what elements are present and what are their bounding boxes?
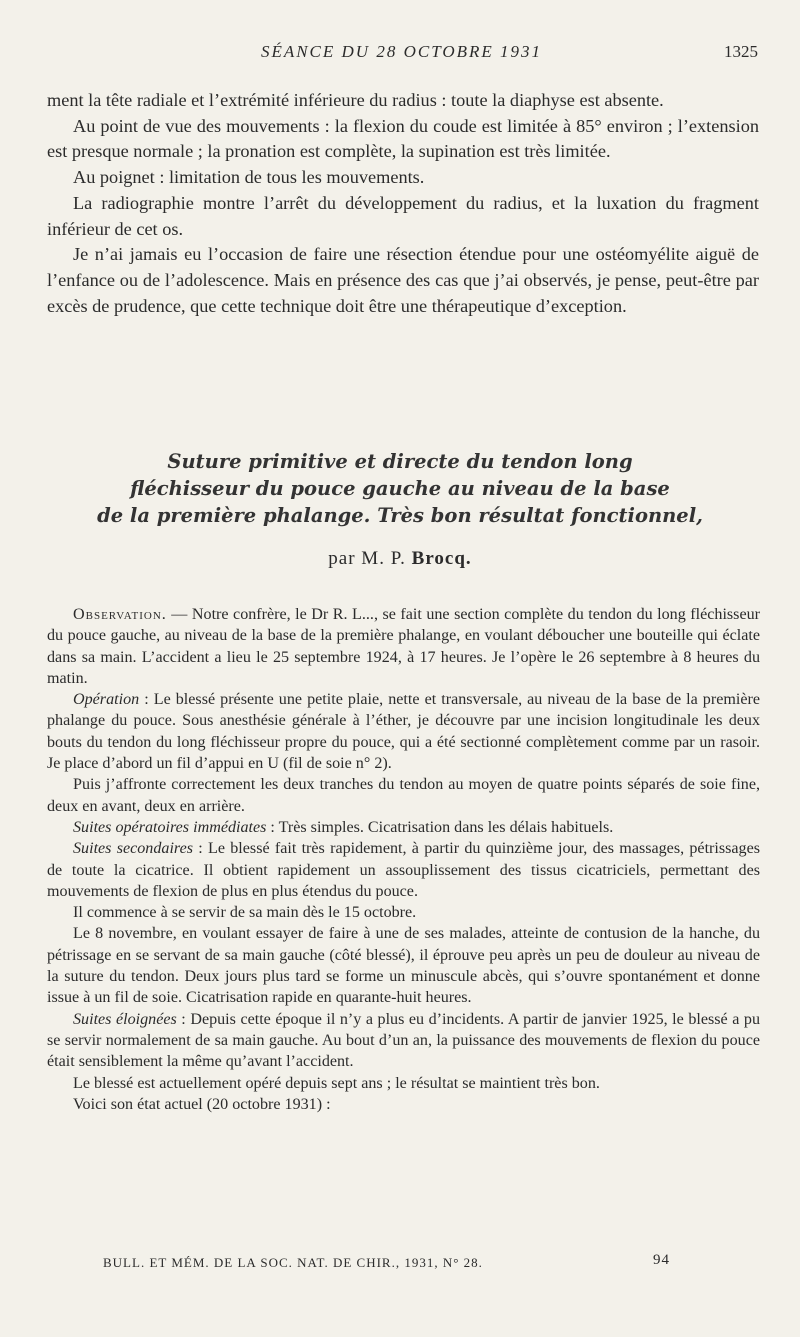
paragraph-text: : Le blessé présente une petite plaie, nette et transversale, au niveau de la base de la première phalange du pouce. Sous anesthésie générale à l’éther, je découvre par une incision longitudinale les deux bouts du tendon du long fléchisseur propre du pouce, qui a été sectionné complètement comme par un rasoir. Je place d’abord un fil d’appui en U (fil de soie n° 2). [47,691,760,773]
paragraph: Le 8 novembre, en voulant essayer de faire à une de ses malades, atteinte de contusion de la hanche, du pétrissage en se servant de sa main gauche (côté blessé), il éprouve peu après un peu de douleur au niveau de la suture du tendon. Deux jours plus tard se forme un minuscule abcès, qui s’ouvre spontanément et donne issue à un fil de soie. Cicatrisation rapide en quarante-huit heures. [47,925,760,1007]
journal-reference: BULL. ET MÉM. DE LA SOC. NAT. DE CHIR., 1931, N° 28. [103,1255,483,1270]
paragraph [47,689,760,774]
article-title-line: Suture primitive et directe du tendon long [167,450,633,473]
section-label: Opération [73,691,140,709]
section-label: Suites opératoires immédiates [73,818,267,836]
paragraph: Voici son état actuel (20 octobre 1931) : [73,1095,331,1113]
paragraph [47,838,760,902]
paragraph: Le blessé est actuellement opéré depuis sept ans ; le résultat se maintient très bon. [73,1074,600,1092]
running-header [45,42,758,66]
article-title-line: fléchisseur du pouce gauche au niveau de la base [130,477,670,500]
section-label: Suites éloignées [73,1010,177,1028]
section-label: Suites secondaires [73,840,193,858]
article-author [50,548,750,570]
paragraph [47,1009,760,1073]
paragraph: Au poignet : limitation de tous les mouvements. [73,167,425,188]
running-title: SÉANCE DU 28 OCTOBRE 1931 [260,42,543,61]
previous-article-text [47,88,759,319]
paragraph: Au point de vue des mouvements : la flexion du coude est limitée à 85° environ ; l’extension est presque normale ; la pronation est complète, la supination est très limitée. [47,115,759,162]
observation-label: Observation. [73,606,167,623]
paragraph-text: — Notre confrère, le Dr R. L..., se fait une section complète du tendon du long fléchisseur du pouce gauche, au niveau de la base de la première phalange, en voulant déboucher une bouteille qui éclate dans sa main. L’accident a lieu le 25 septembre 1924, à 17 heures. Je l’opère le 26 septembre à 8 heures du matin. [47,606,760,687]
paragraph-text: : Depuis cette époque il n’y a plus eu d’incidents. A partir de janvier 1925, le blessé a pu se servir normalement de sa main gauche. Au bout d’un an, la puissance des mouvements de flexion du pouce était sensiblement la même qu’avant l’accident. [47,1010,760,1071]
paragraph-text: : Très simples. Cicatrisation dans les délais habituels. [266,818,614,836]
article-title-line: de la première phalange. Très bon résultat fonctionnel, [97,504,703,527]
author-prefix: par M. P. [328,548,412,569]
paragraph: ment la tête radiale et l’extrémité inférieure du radius : toute la diaphyse est absente. [47,90,664,110]
paragraph: Je n’ai jamais eu l’occasion de faire une résection étendue pour une ostéomyélite aiguë de l’enfance ou de l’adolescence. Mais en présence des cas que j’ai observés, je pense, peut-être par excès de prudence, que cette technique doit être une thérapeutique d’exception. [47,244,759,316]
article-title [50,448,750,529]
author-name: Brocq. [411,548,472,569]
paragraph: Puis j’affronte correctement les deux tranches du tendon au moyen de quatre points séparés de soie fine, deux en avant, deux en arrière. [47,776,760,815]
paragraph [47,604,760,689]
paragraph: Il commence à se servir de sa main dès le 15 octobre. [73,904,417,922]
paragraph [47,817,760,838]
page-number: 1325 [724,42,758,61]
observation-text [47,604,760,1115]
paragraph-text: : Le blessé fait très rapidement, à partir du quinzième jour, des massages, pétrissages de toute la cicatrice. Il obtient rapidement un assouplissement des tissus cicatriciels, permettant des mouvements de flexion de plus en plus étendus du pouce. [47,840,760,900]
paragraph: La radiographie montre l’arrêt du développement du radius, et la luxation du fragment inférieur de cet os. [47,192,759,239]
signature-mark: 94 [653,1252,670,1268]
